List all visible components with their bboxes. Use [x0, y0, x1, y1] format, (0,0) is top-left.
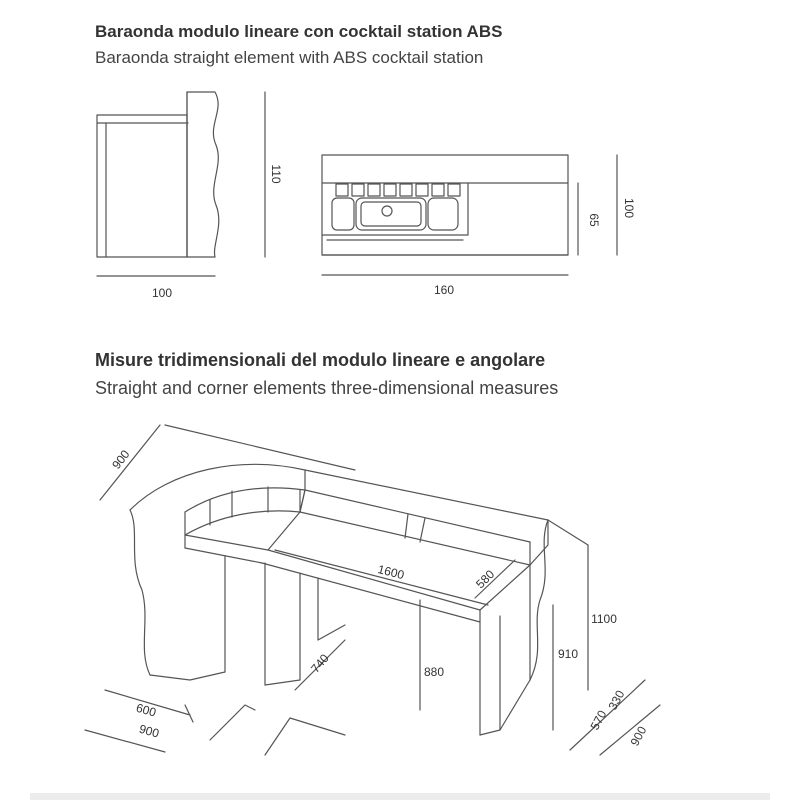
dim-880-label: 880	[423, 665, 445, 679]
dim-570-label: 570	[587, 707, 610, 733]
section2-title-it: Misure tridimensionali del modulo lineare e angolare	[95, 350, 546, 370]
dim-900-bottom-right-label: 900	[627, 723, 650, 749]
iso-view	[85, 425, 660, 755]
bottle-rack	[336, 184, 460, 196]
side-height-label: 110	[269, 164, 283, 184]
dim-1600-label: 1600	[376, 562, 406, 583]
corner-top-outer	[130, 464, 548, 520]
dim-1100-label: 1100	[591, 612, 617, 626]
side-body	[97, 115, 187, 257]
dim-580-label: 580	[473, 567, 498, 592]
dim-330-label: 330	[605, 687, 628, 713]
dim-900-bottom-left-label: 900	[137, 721, 161, 741]
dim-740-label: 740	[308, 651, 332, 676]
dim-900-top-label: 900	[109, 447, 133, 472]
sink-drain	[382, 206, 392, 216]
side-front-panel	[187, 92, 219, 257]
bottom-strip	[30, 793, 770, 800]
dim-1600-line	[275, 550, 488, 605]
front-width-label: 160	[433, 283, 455, 297]
section2-title-en: Straight and corner elements three-dimensional measures	[95, 378, 559, 398]
counter-surface	[185, 535, 530, 610]
ice-bin-left	[332, 198, 354, 230]
ice-bin-right	[428, 198, 458, 230]
right-end-panel	[530, 520, 548, 680]
front-view	[322, 155, 636, 297]
section1-title-it: Baraonda modulo lineare con cocktail station ABS	[95, 22, 503, 41]
dim-910-label: 910	[557, 647, 579, 661]
side-view	[97, 92, 283, 300]
front-height-label: 100	[622, 197, 636, 219]
dim-600-label: 600	[134, 700, 158, 720]
front-inner-height-label: 65	[587, 213, 601, 227]
side-depth-label: 100	[151, 286, 173, 300]
section1-title-en: Baraonda straight element with ABS cocktail station	[95, 48, 484, 67]
corner-top-inner	[185, 488, 305, 512]
